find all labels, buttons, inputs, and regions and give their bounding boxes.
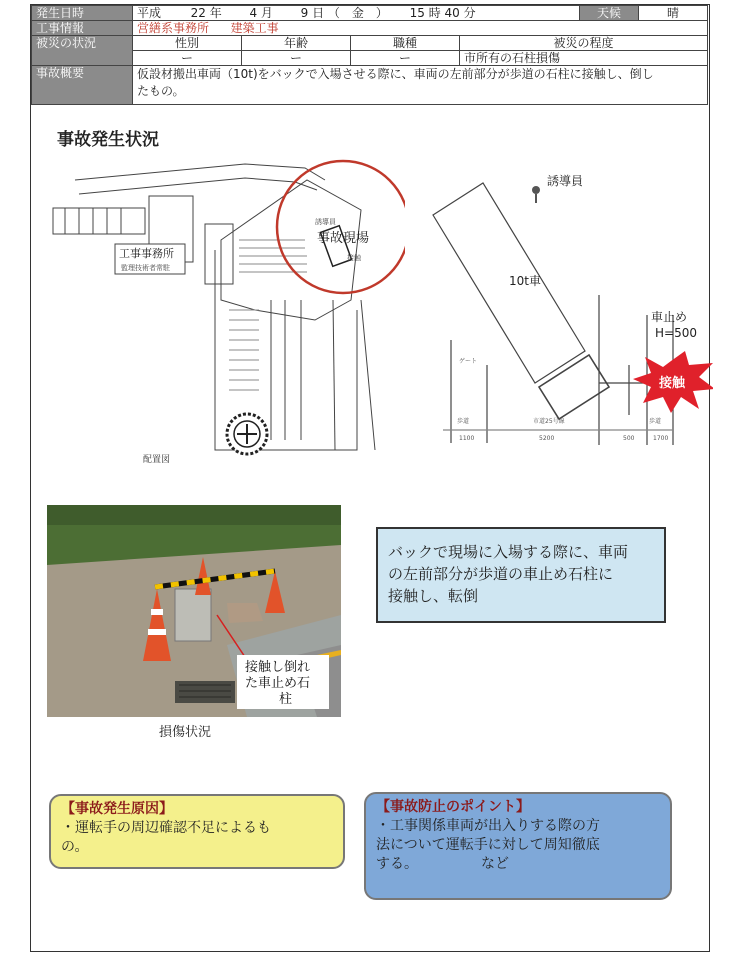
plan-guide-label: 誘導員 <box>315 218 336 226</box>
summary-line-2: たもの。 <box>137 84 185 98</box>
minute-unit: 分 <box>463 6 476 20</box>
office-label: 工事事務所 <box>119 247 174 260</box>
stopper-height: H=500 <box>655 326 697 340</box>
gender-value: ー <box>133 51 242 66</box>
header-row-damage-cols <box>32 36 708 51</box>
year-unit: 年 <box>209 6 222 20</box>
situation-line-2: の左前部分が歩道の車止め石柱に <box>388 565 614 583</box>
header-row-work <box>32 21 708 36</box>
sidewalk-right-label: 歩道 <box>649 418 662 425</box>
road-label: 市道25号線 <box>533 418 565 425</box>
datetime-value <box>133 6 580 21</box>
summary-line-1: 仮設材搬出車両（10t)をバックで入場させる際に、車両の左前部分が歩道の石柱に接触し、倒し <box>137 67 654 81</box>
gate-label: ゲート <box>459 358 478 365</box>
col-degree: 被災の程度 <box>460 36 708 51</box>
degree-value: 市所有の石柱損傷 <box>460 51 708 66</box>
minute: 40 <box>444 6 460 20</box>
prevention-box <box>364 792 672 900</box>
prevention-title: 【事故防止のポイント】 <box>376 799 530 815</box>
cause-line-2: の。 <box>61 839 89 855</box>
year: 22 <box>190 6 206 20</box>
plan-contact-label: 接触 <box>347 254 361 262</box>
detail-diagram <box>423 165 713 465</box>
day-unit: 日 <box>312 6 325 20</box>
day: 9 <box>300 6 309 20</box>
dim-4: 1700 <box>653 435 669 442</box>
cause-line-1: ・運転手の周辺確認不足によるも <box>61 820 271 836</box>
situation-line-3: 接触し、転倒 <box>388 587 479 605</box>
damage-photo <box>47 505 341 717</box>
hour: 15 <box>409 6 425 20</box>
photo-callout-line-2: た車止め石 <box>245 676 311 691</box>
label-datetime: 発生日時 <box>32 6 133 21</box>
cause-box <box>49 794 345 869</box>
prevention-line-1: ・工事関係車両が出入りする際の方 <box>376 818 600 834</box>
era: 平成 <box>137 6 162 20</box>
label-summary: 事故概要 <box>32 66 133 105</box>
situation-note <box>376 527 666 623</box>
section-title: 事故発生状況 <box>57 130 159 150</box>
stopper-label: 車止め <box>651 310 688 324</box>
situation-line-1: バックで現場に入場する際に、車両 <box>388 543 629 561</box>
label-weather: 天候 <box>580 6 639 21</box>
header-row-datetime <box>32 6 708 21</box>
col-job: 職種 <box>351 36 460 51</box>
office-sublabel: 監理技術者常駐 <box>121 264 170 272</box>
dim-3: 500 <box>623 435 635 442</box>
photo-callout-line-1: 接触し倒れ <box>245 660 311 675</box>
sidewalk-left-label: 歩道 <box>457 418 470 425</box>
header-row-damage-values <box>32 51 708 66</box>
contact-label: 接触 <box>659 376 686 391</box>
office-name: 営繕系事務所 <box>137 21 210 35</box>
job-value: ー <box>351 51 460 66</box>
prevention-line-3: する。 など <box>376 856 509 872</box>
accident-site-label: 事故現場 <box>317 231 370 246</box>
truck-label: 10t車 <box>509 274 541 288</box>
label-damage: 被災の状況 <box>32 36 133 66</box>
site-plan-caption: 配置図 <box>143 455 171 465</box>
work-type: 建築工事 <box>230 21 279 35</box>
prevention-line-2: 法について運転手に対して周知徹底 <box>376 837 600 853</box>
hour-unit: 時 <box>428 6 441 20</box>
tank-symbol <box>227 414 267 454</box>
weather-value: 晴 <box>639 6 708 21</box>
cause-title: 【事故発生原因】 <box>61 801 173 817</box>
label-work-info: 工事情報 <box>32 21 133 36</box>
work-info-value <box>133 21 708 36</box>
dim-2: 5200 <box>539 435 555 442</box>
header-table <box>31 5 708 105</box>
dim-1: 1100 <box>459 435 475 442</box>
photo-callout-line-3: 柱 <box>279 692 293 707</box>
summary-value <box>133 66 708 105</box>
month-unit: 月 <box>260 6 273 20</box>
photo-caption: 損傷状況 <box>159 725 212 740</box>
header-row-summary <box>32 66 708 105</box>
accident-report-sheet <box>30 4 710 952</box>
month: 4 <box>249 6 258 20</box>
age-value: ー <box>242 51 351 66</box>
weekday: （ 金 ） <box>327 6 388 20</box>
site-plan-drawing <box>45 150 405 470</box>
col-gender: 性別 <box>133 36 242 51</box>
col-age: 年齢 <box>242 36 351 51</box>
guide-label: 誘導員 <box>547 174 584 188</box>
accident-site-circle <box>277 161 405 293</box>
